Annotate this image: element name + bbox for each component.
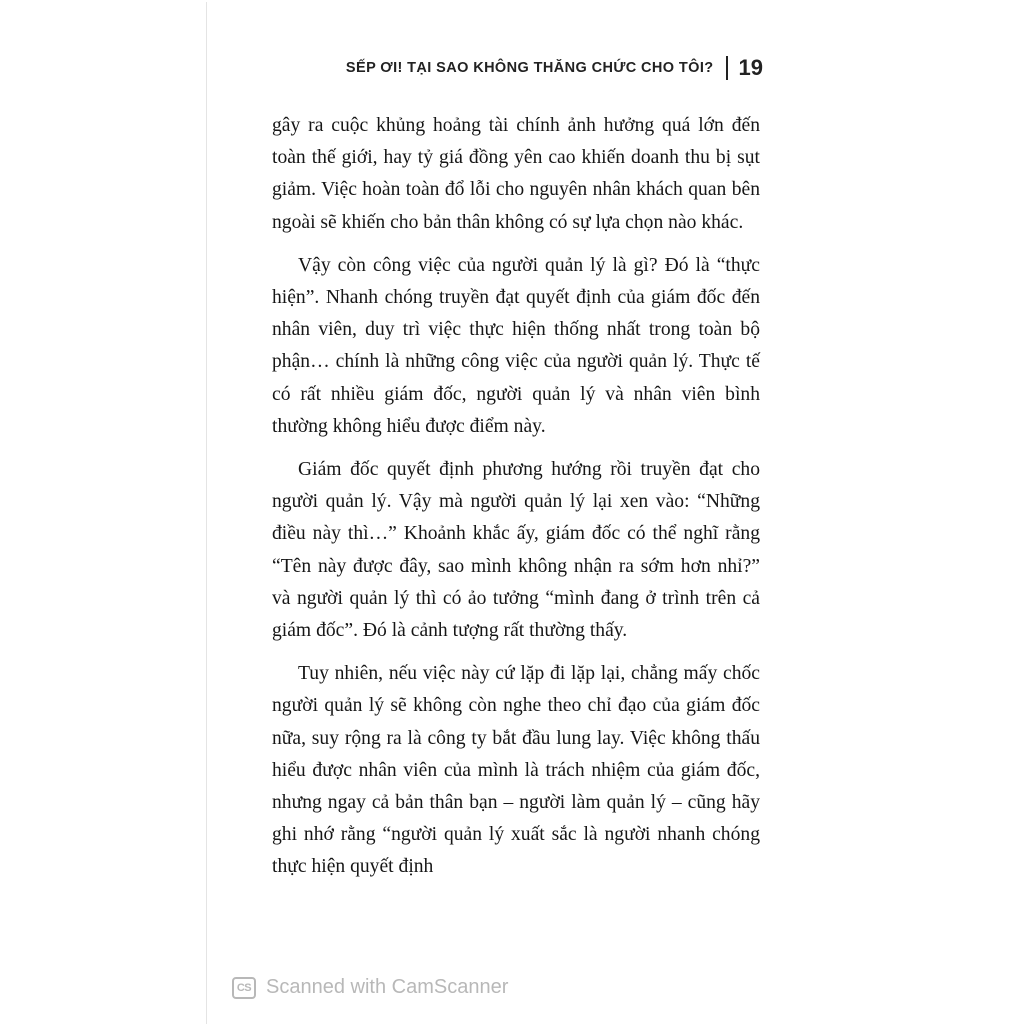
book-page: [207, 2, 787, 1024]
camscanner-logo-icon: CS: [232, 977, 256, 999]
watermark-text: Scanned with CamScanner: [266, 976, 509, 998]
paragraph: Tuy nhiên, nếu việc này cứ lặp đi lặp lại, chẳng mấy chốc người quản lý sẽ không còn nghe theo chỉ đạo của giám đốc nữa, suy rộng ra là công ty bắt đầu lung lay. Việc không thấu hiểu được nhân viên của mình là trách nhiệm của giám đốc, nhưng ngay cả bản thân bạn – người làm quản lý – cũng hãy ghi nhớ rằng “người quản lý xuất sắc là người nhanh chóng thực hiện quyết định: [272, 663, 760, 878]
paragraph-continuation: gây ra cuộc khủng hoảng tài chính ảnh hưởng quá lớn đến toàn thế giới, hay tỷ giá đồng yên cao khiến doanh thu bị sụt giảm. Việc hoàn toàn đổ lỗi cho nguyên nhân khách quan bên ngoài sẽ khiến cho bản thân không có sự lựa chọn nào khác.: [272, 115, 760, 233]
running-title: SẾP ƠI! TẠI SAO KHÔNG THĂNG CHỨC CHO TÔI?: [345, 60, 714, 76]
running-header: [346, 55, 763, 81]
page-number: 19: [738, 55, 763, 80]
paragraph: Vậy còn công việc của người quản lý là gì? Đó là “thực hiện”. Nhanh chóng truyền đạt quyết định của giám đốc đến nhân viên, duy trì việc thực hiện thống nhất trong toàn bộ phận… chính là những công việc của người quản lý. Thực tế có rất nhiều giám đốc, người quản lý và nhân viên bình thường không hiểu được điểm này.: [272, 254, 760, 437]
camscanner-watermark: [232, 976, 508, 999]
body-text: [272, 110, 760, 895]
header-divider: [726, 56, 728, 80]
paragraph: Giám đốc quyết định phương hướng rồi truyền đạt cho người quản lý. Vậy mà người quản lý lại xen vào: “Những điều này thì…” Khoảnh khắc ấy, giám đốc có thể nghĩ rằng “Tên này được đây, sao mình không nhận ra sớm hơn nhỉ?” và người quản lý thì có ảo tưởng “mình đang ở trình trên cả giám đốc”. Đó là cảnh tượng rất thường thấy.: [272, 459, 760, 642]
